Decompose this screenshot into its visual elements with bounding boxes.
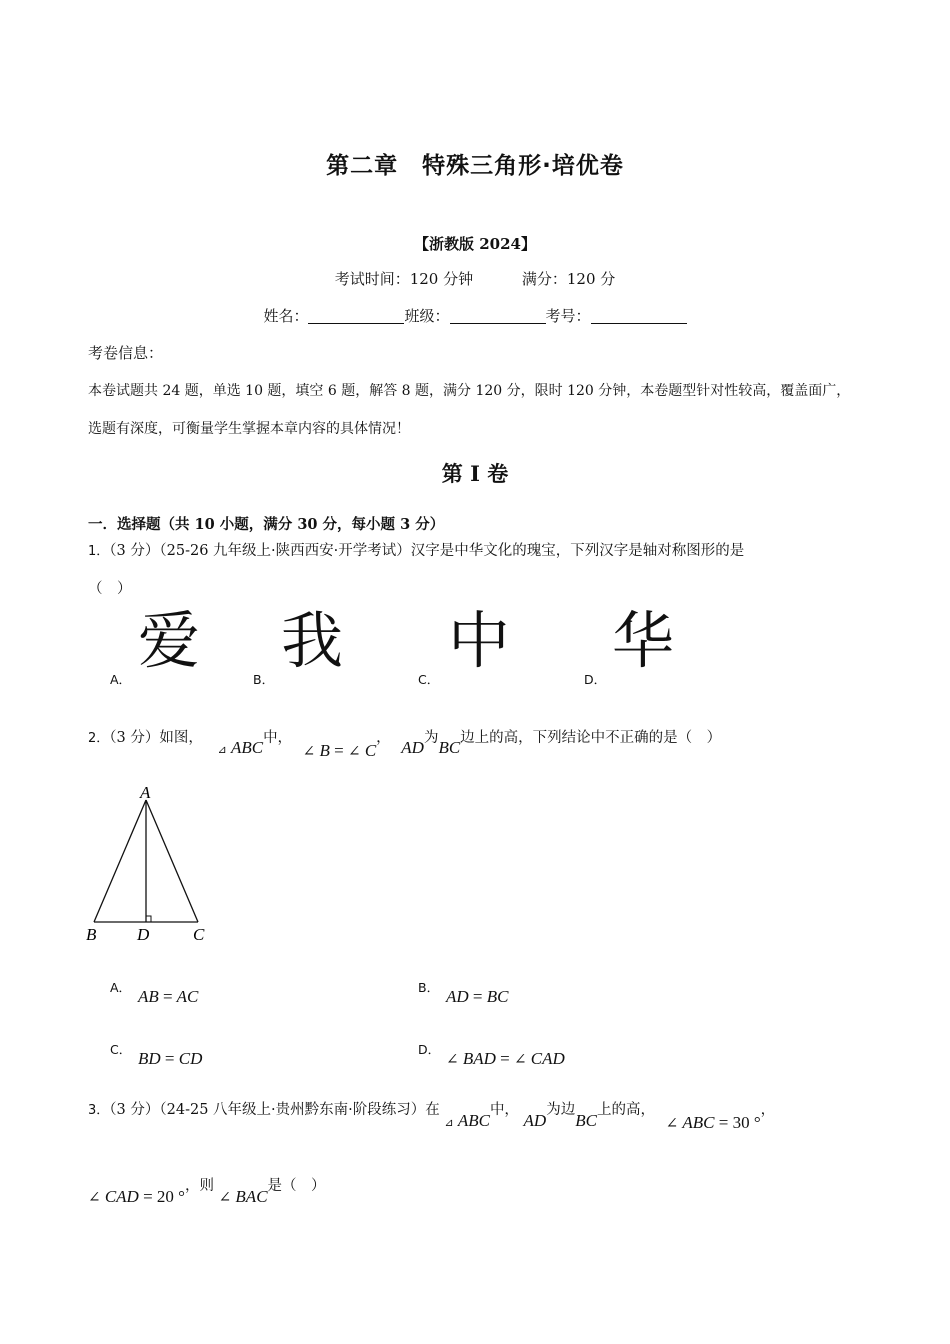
class-label: 班级：: [404, 307, 450, 325]
q2-triangle-abc: ⊿ ABC: [217, 738, 264, 757]
angle-symbol-icon: ∠: [218, 1190, 232, 1206]
angle-symbol-icon: ∠: [665, 1116, 679, 1132]
number-blank[interactable]: [591, 307, 687, 324]
angle-symbol-icon: ∠: [446, 1052, 459, 1068]
q3-text-4: 上的高，: [596, 1102, 655, 1118]
question-1-text: （3 分）（25-26 九年级上·陕西西安·开学考试）汉字是中华文化的瑰宝，下列汉字是轴对称图形的是: [109, 543, 745, 559]
q3-bc: BC: [575, 1111, 597, 1130]
class-blank[interactable]: [450, 307, 546, 324]
q2-ad: AD: [401, 738, 424, 757]
q3-ad: AD: [523, 1111, 547, 1130]
q3-text-3: 为边: [546, 1102, 576, 1118]
q3-text-5: ，则: [184, 1178, 214, 1194]
label-a: A: [140, 783, 151, 802]
q2-option-b-expr: AD = BC: [446, 987, 509, 1006]
q1-option-d-char: 华: [612, 604, 675, 677]
q2-text-4: 边上的高，下列结论中不正确的是（ ）: [460, 730, 722, 746]
exam-info-line: [0, 268, 950, 289]
info-heading: 考卷信息：: [88, 344, 164, 362]
number-label: 考号：: [545, 307, 591, 325]
q2-option-a-letter: A．: [110, 980, 132, 995]
q2-option-b[interactable]: [418, 977, 509, 1006]
exam-time: 考试时间：120 分钟: [334, 270, 474, 288]
q1-option-d-letter: D．: [584, 672, 607, 687]
page-title: 第二章 特殊三角形·培优卷: [326, 153, 624, 179]
label-d: D: [137, 925, 150, 944]
label-b: B: [86, 925, 97, 944]
question-1-number: 1．: [88, 544, 110, 559]
question-1-paren: （ ）: [88, 581, 132, 597]
q3-text-1: （3 分）（24-25 八年级上·贵州黔东南·阶段练习）在: [109, 1102, 440, 1118]
triangle-symbol-icon: ⊿: [217, 744, 227, 756]
question-1-stem: [88, 539, 744, 560]
edge-ac: [146, 800, 198, 922]
right-angle-icon: [146, 916, 151, 922]
q2-option-a-expr: AB = AC: [138, 987, 199, 1006]
q3-text-6: 是（ ）: [267, 1178, 326, 1194]
q3-angle-cad-20: ∠ CAD = 20 °: [88, 1187, 185, 1206]
q1-option-a-letter: A．: [110, 672, 132, 687]
volume-heading: 第 I 卷: [441, 461, 509, 486]
q1-option-b-char: 我: [281, 604, 344, 677]
section-heading: 一．选择题（共 10 小题，满分 30 分，每小题 3 分）: [88, 516, 445, 533]
edge-ab: [94, 800, 146, 922]
info-body: 本卷试题共 24 题，单选 10 题，填空 6 题，解答 8 题，满分 120 分，限时 120 分钟，本卷题型针对性较高，覆盖面广，选题有深度，可衡量学生掌握本章内容的具体情况！: [88, 383, 851, 437]
q2-bc: BC: [438, 738, 461, 757]
q2-option-c[interactable]: [110, 1039, 203, 1068]
edition-label: 【浙教版 2024】: [414, 235, 536, 253]
q2-text-2: 中，: [263, 730, 293, 746]
q3-angle-abc-30: ∠ ABC = 30 °: [665, 1113, 761, 1132]
angle-symbol-icon: ∠: [513, 1052, 527, 1068]
label-c: C: [193, 925, 205, 944]
q3-text-2: 中，: [489, 1102, 519, 1118]
question-2-stem: 2．（3 分）如图， ⊿ ABC中， ∠ B = ∠ C， AD为BC边上的高，下列结论中不正确的是（ ）: [88, 730, 722, 760]
q1-option-c-char: 中: [448, 604, 511, 677]
name-blank[interactable]: [308, 307, 404, 324]
q2-option-c-expr: BD = CD: [138, 1049, 203, 1068]
q2-text-1: （3 分）如图，: [109, 730, 203, 746]
angle-symbol-icon: ∠: [347, 744, 361, 760]
q2-text-3: 为: [423, 730, 439, 746]
q2-option-d-expr: ∠ BAD = ∠ CAD: [446, 1049, 565, 1068]
q2-option-c-letter: C．: [110, 1042, 132, 1057]
question-2-number: 2．: [88, 731, 110, 746]
q3-angle-bac: ∠ BAC: [218, 1187, 268, 1206]
q2-triangle-figure: [80, 780, 220, 945]
question-3-number: 3．: [88, 1103, 110, 1118]
q1-option-b-letter: B．: [253, 672, 275, 687]
question-3-stem-line2: [88, 1174, 326, 1206]
q2-option-d[interactable]: [418, 1039, 565, 1068]
q3-triangle-abc: ⊿ ABC: [444, 1111, 490, 1130]
angle-symbol-icon: ∠: [302, 744, 316, 760]
question-3-stem: 3．（3 分）（24-25 八年级上·贵州黔东南·阶段练习）在 ⊿ ABC中， AD为边BC上的高， ∠ ABC = 30 °，: [88, 1102, 776, 1132]
name-label: 姓名：: [263, 307, 309, 325]
q2-angle-b-eq-c: ∠ B = ∠ C: [302, 741, 377, 760]
triangle-symbol-icon: ⊿: [444, 1117, 454, 1129]
q1-option-a-char: 爱: [138, 604, 201, 677]
q1-option-c-letter: C．: [418, 672, 440, 687]
angle-symbol-icon: ∠: [88, 1190, 101, 1206]
q2-option-a[interactable]: [110, 977, 199, 1006]
q2-option-b-letter: B．: [418, 980, 440, 995]
student-fields: [0, 305, 950, 326]
q2-option-d-letter: D．: [418, 1042, 441, 1057]
exam-score: 满分：120 分: [521, 270, 616, 288]
